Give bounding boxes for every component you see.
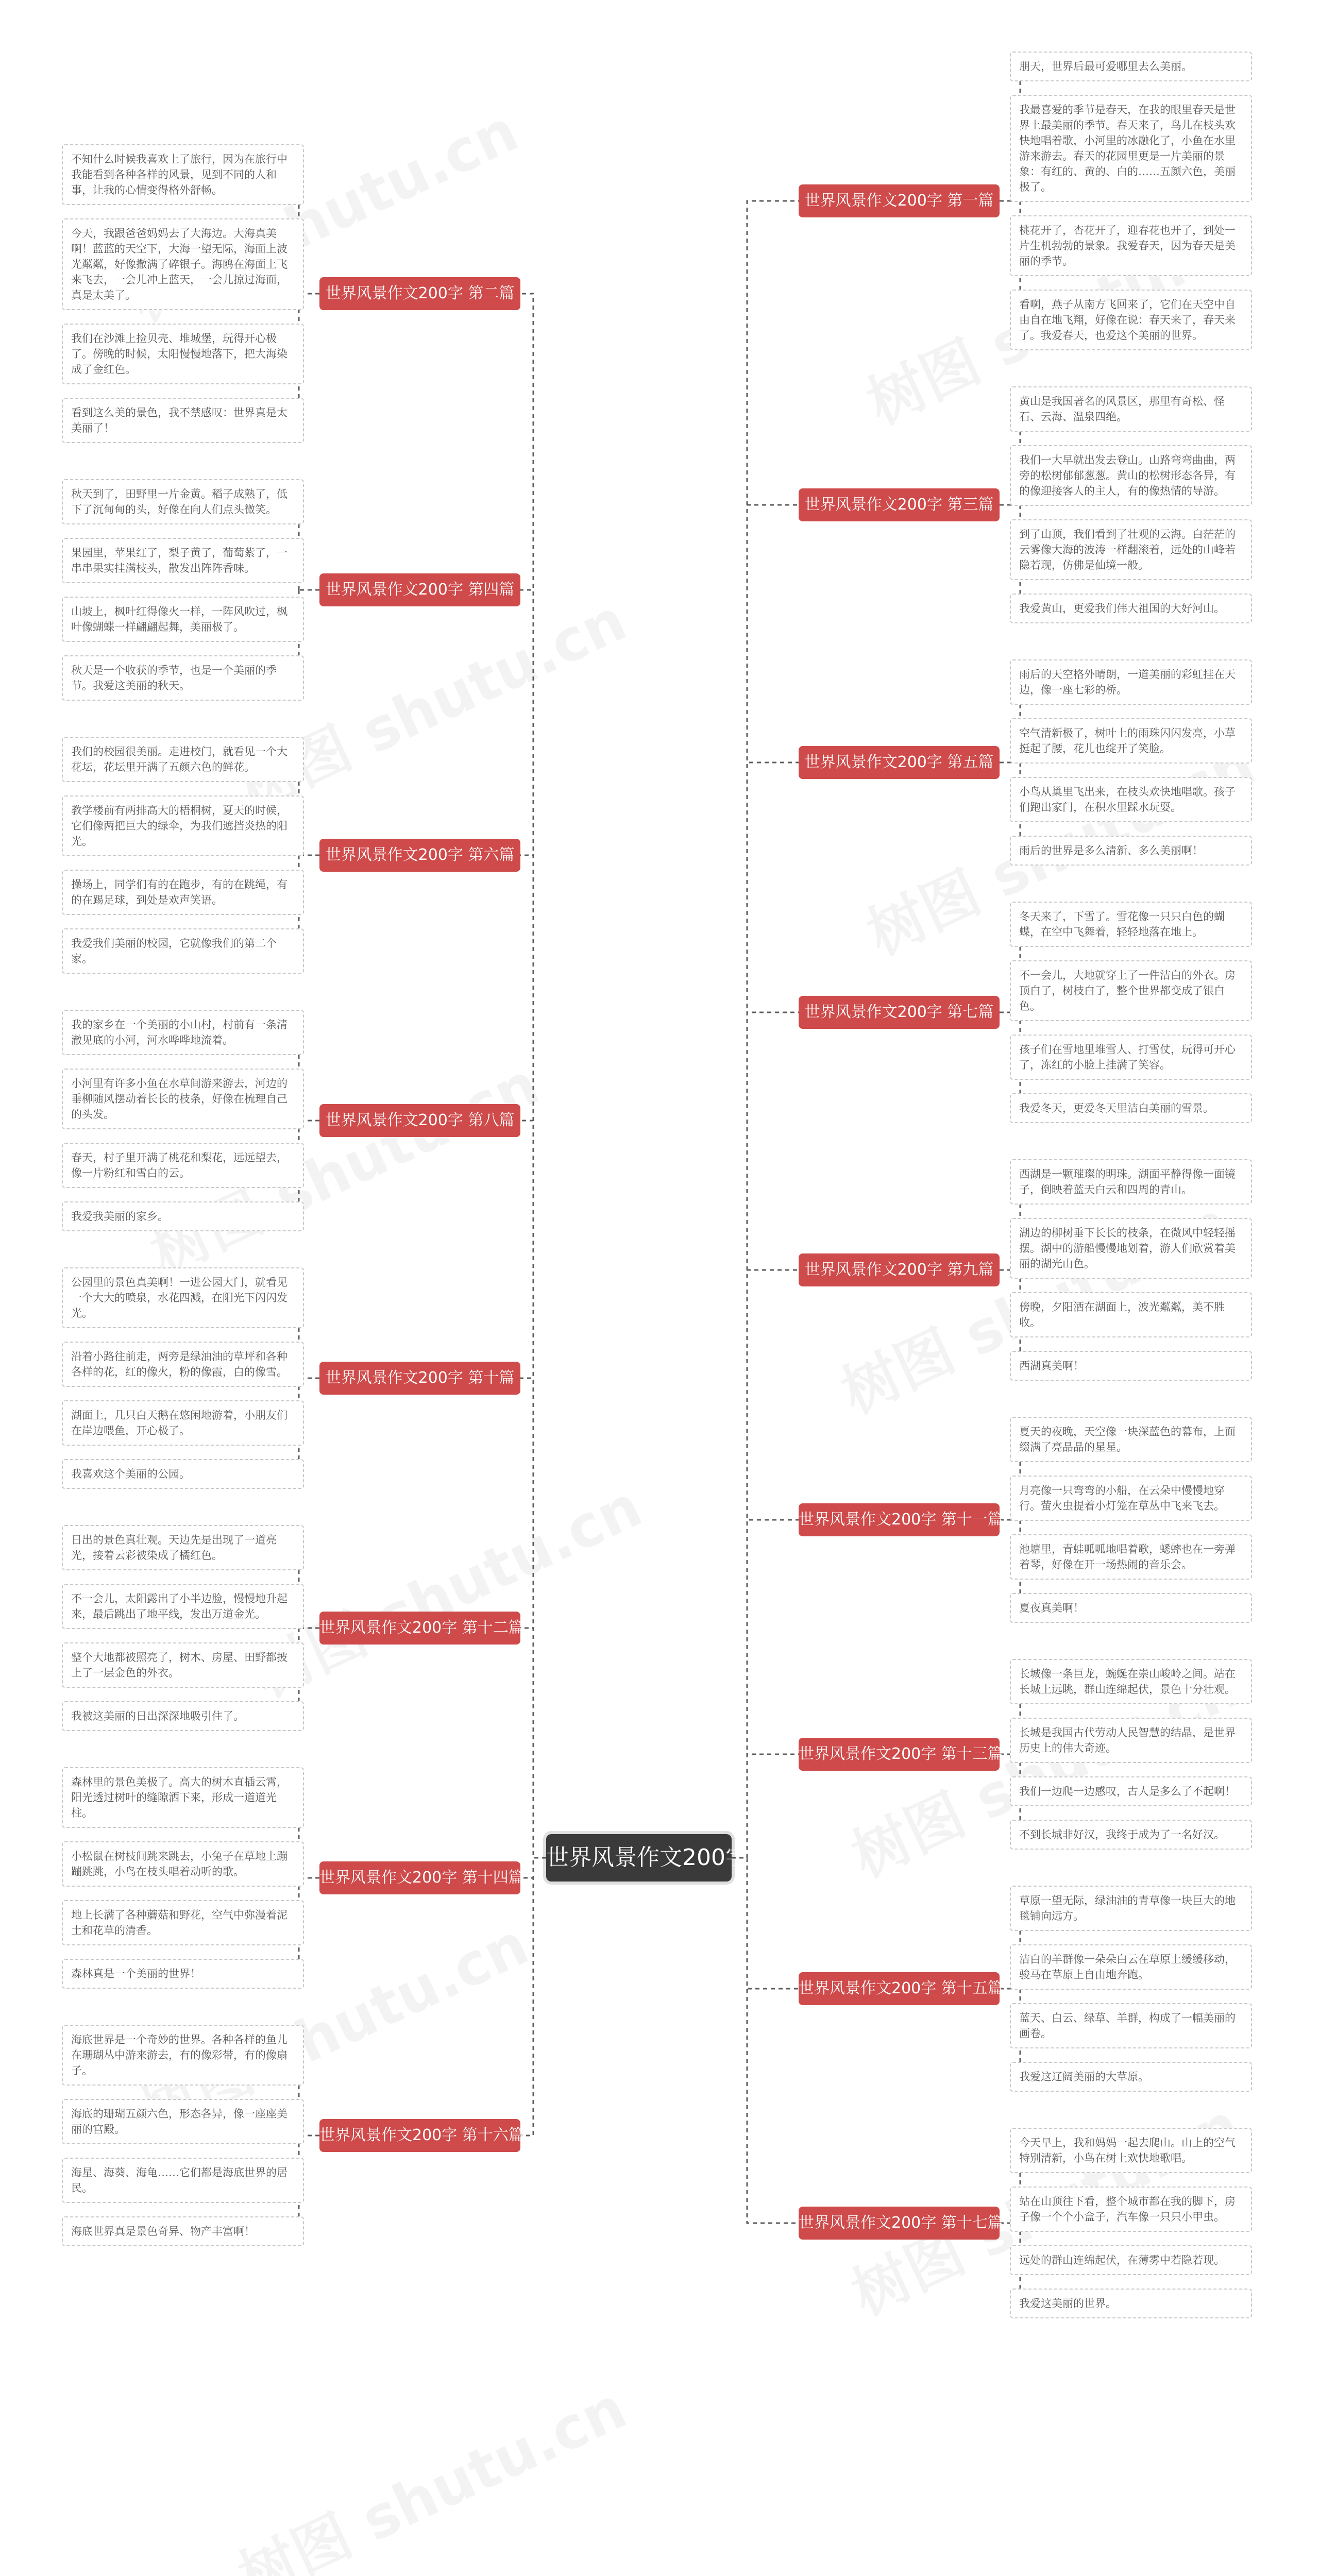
leaf-note[interactable]: 小河里有许多小鱼在水草间游来游去，河边的垂柳随风摆动着长长的枝条，好像在梳理自己的头发。 <box>62 1069 304 1129</box>
root-topic[interactable]: 世界风景作文200字17篇 <box>546 1834 732 1882</box>
leaf-note[interactable]: 不知什么时候我喜欢上了旅行，因为在旅行中我能看到各种各样的风景，见到不同的人和事，让我的心情变得格外舒畅。 <box>62 144 304 205</box>
leaf-note[interactable]: 地上长满了各种蘑菇和野花，空气中弥漫着泥土和花草的清香。 <box>62 1900 304 1945</box>
leaf-note[interactable]: 不一会儿，大地就穿上了一件洁白的外衣。房顶白了，树枝白了，整个世界都变成了银白色。 <box>1010 960 1252 1021</box>
leaf-note[interactable]: 我爱冬天，更爱冬天里洁白美丽的雪景。 <box>1010 1093 1252 1123</box>
leaf-note[interactable]: 操场上，同学们有的在跑步，有的在跳绳，有的在踢足球，到处是欢声笑语。 <box>62 870 304 915</box>
leaf-note[interactable]: 沿着小路往前走，两旁是绿油油的草坪和各种各样的花，红的像火，粉的像霞，白的像雪。 <box>62 1342 304 1387</box>
connector-line <box>520 1121 546 1858</box>
leaf-note[interactable]: 西湖真美啊！ <box>1010 1351 1252 1381</box>
leaf-note[interactable]: 我们在沙滩上捡贝壳、堆城堡，玩得开心极了。傍晚的时候，太阳慢慢地落下，把大海染成了金红色。 <box>62 324 304 384</box>
branch-topic[interactable]: 世界风景作文200字 第十一篇 <box>799 1503 1000 1536</box>
connector-line <box>520 855 546 1858</box>
leaf-note[interactable]: 我们的校园很美丽。走进校门，就看见一个大花坛，花坛里开满了五颜六色的鲜花。 <box>62 737 304 782</box>
leaf-note[interactable]: 秋天是一个收获的季节，也是一个美丽的季节。我爱这美丽的秋天。 <box>62 655 304 701</box>
leaf-note[interactable]: 日出的景色真壮观。天边先是出现了一道亮光，接着云彩被染成了橘红色。 <box>62 1525 304 1570</box>
leaf-note[interactable]: 桃花开了，杏花开了，迎春花也开了，到处一片生机勃勃的景象。我爱春天，因为春天是美丽的季节。 <box>1010 215 1252 276</box>
connector-line <box>732 1012 799 1858</box>
leaf-note[interactable]: 洁白的羊群像一朵朵白云在草原上缓缓移动，骏马在草原上自由地奔跑。 <box>1010 1944 1252 1990</box>
connector-line <box>520 1858 546 1878</box>
branch-topic[interactable]: 世界风景作文200字 第十四篇 <box>319 1861 520 1894</box>
branch-topic[interactable]: 世界风景作文200字 第十六篇 <box>319 2119 520 2152</box>
branch-topic[interactable]: 世界风景作文200字 第六篇 <box>319 839 520 872</box>
leaf-note[interactable]: 海底世界是一个奇妙的世界。各种各样的鱼儿在珊瑚丛中游来游去，有的像彩带，有的像扇子。 <box>62 2025 304 2086</box>
leaf-note[interactable]: 雨后的世界是多么清新、多么美丽啊！ <box>1010 836 1252 866</box>
leaf-note[interactable]: 月亮像一只弯弯的小船，在云朵中慢慢地穿行。萤火虫提着小灯笼在草丛中飞来飞去。 <box>1010 1476 1252 1521</box>
leaf-note[interactable]: 我们一大早就出发去登山。山路弯弯曲曲，两旁的松树郁郁葱葱。黄山的松树形态各异，有的像迎接客人的主人，有的像热情的导游。 <box>1010 445 1252 506</box>
branch-topic[interactable]: 世界风景作文200字 第二篇 <box>319 277 520 310</box>
leaf-note[interactable]: 我爱我美丽的家乡。 <box>62 1201 304 1231</box>
leaf-note[interactable]: 海星、海葵、海龟……它们都是海底世界的居民。 <box>62 2158 304 2203</box>
leaf-note[interactable]: 我爱这辽阔美丽的大草原。 <box>1010 2062 1252 2092</box>
leaf-note[interactable]: 果园里，苹果红了，梨子黄了，葡萄紫了，一串串果实挂满枝头，散发出阵阵香味。 <box>62 538 304 583</box>
leaf-note[interactable]: 我爱这美丽的世界。 <box>1010 2289 1252 2318</box>
connector-line <box>520 1378 546 1858</box>
connector-line <box>520 1858 546 2136</box>
leaf-note[interactable]: 我的家乡在一个美丽的小山村，村前有一条清澈见底的小河，河水哗哗地流着。 <box>62 1010 304 1055</box>
leaf-note[interactable]: 我爱我们美丽的校园，它就像我们的第二个家。 <box>62 928 304 974</box>
leaf-note[interactable]: 整个大地都被照亮了，树木、房屋、田野都披上了一层金色的外衣。 <box>62 1642 304 1688</box>
leaf-note[interactable]: 今天，我跟爸爸妈妈去了大海边。大海真美啊！蓝蓝的天空下，大海一望无际，海面上波光粼粼，好像撒满了碎银子。海鸥在海面上飞来飞去，一会儿冲上蓝天，一会儿掠过海面，真是太美了。 <box>62 218 304 310</box>
branch-topic[interactable]: 世界风景作文200字 第十二篇 <box>319 1612 520 1645</box>
branch-topic[interactable]: 世界风景作文200字 第十五篇 <box>799 1972 1000 2005</box>
leaf-note[interactable]: 雨后的天空格外晴朗，一道美丽的彩虹挂在天边，像一座七彩的桥。 <box>1010 659 1252 705</box>
leaf-note[interactable]: 秋天到了，田野里一片金黄。稻子成熟了，低下了沉甸甸的头，好像在向人们点头微笑。 <box>62 479 304 524</box>
branch-topic[interactable]: 世界风景作文200字 第七篇 <box>799 996 1000 1029</box>
leaf-note[interactable]: 我被这美丽的日出深深地吸引住了。 <box>62 1701 304 1731</box>
leaf-note[interactable]: 黄山是我国著名的风景区，那里有奇松、怪石、云海、温泉四绝。 <box>1010 386 1252 432</box>
leaf-note[interactable]: 我喜欢这个美丽的公园。 <box>62 1459 304 1489</box>
leaf-note[interactable]: 春天，村子里开满了桃花和梨花，远远望去，像一片粉红和雪白的云。 <box>62 1143 304 1188</box>
leaf-note[interactable]: 夏夜真美啊！ <box>1010 1593 1252 1623</box>
leaf-note[interactable]: 海底世界真是景色奇异、物产丰富啊！ <box>62 2216 304 2246</box>
leaf-note[interactable]: 小松鼠在树枝间跳来跳去，小兔子在草地上蹦蹦跳跳，小鸟在枝头唱着动听的歌。 <box>62 1841 304 1887</box>
leaf-note[interactable]: 长城是我国古代劳动人民智慧的结晶，是世界历史上的伟大奇迹。 <box>1010 1718 1252 1763</box>
leaf-note[interactable]: 小鸟从巢里飞出来，在枝头欢快地唱歌。孩子们跑出家门，在积水里踩水玩耍。 <box>1010 777 1252 822</box>
leaf-note[interactable]: 我们一边爬一边感叹，古人是多么了不起啊！ <box>1010 1776 1252 1806</box>
leaf-note[interactable]: 湖边的柳树垂下长长的枝条，在微风中轻轻摇摆。湖中的游船慢慢地划着，游人们欣赏着美丽的湖光山色。 <box>1010 1218 1252 1279</box>
leaf-note[interactable]: 今天早上，我和妈妈一起去爬山。山上的空气特别清新，小鸟在树上欢快地歌唱。 <box>1010 2128 1252 2173</box>
leaf-note[interactable]: 蓝天、白云、绿草、羊群，构成了一幅美丽的画卷。 <box>1010 2003 1252 2048</box>
leaf-note[interactable]: 看到这么美的景色，我不禁感叹：世界真是太美丽了！ <box>62 398 304 443</box>
leaf-note[interactable]: 草原一望无际，绿油油的青草像一块巨大的地毯铺向远方。 <box>1010 1886 1252 1931</box>
branch-topic[interactable]: 世界风景作文200字 第五篇 <box>799 746 1000 779</box>
branch-topic[interactable]: 世界风景作文200字 第四篇 <box>319 573 520 606</box>
branch-topic[interactable]: 世界风景作文200字 第十七篇 <box>799 2207 1000 2240</box>
leaf-note[interactable]: 长城像一条巨龙，蜿蜒在崇山峻岭之间。站在长城上远眺，群山连绵起伏，景色十分壮观。 <box>1010 1659 1252 1704</box>
leaf-note[interactable]: 池塘里，青蛙呱呱地唱着歌，蟋蟀也在一旁弹着琴，好像在开一场热闹的音乐会。 <box>1010 1534 1252 1580</box>
leaf-note[interactable]: 不到长城非好汉，我终于成为了一名好汉。 <box>1010 1820 1252 1850</box>
leaf-note[interactable]: 站在山顶往下看，整个城市都在我的脚下，房子像一个个小盒子，汽车像一只只小甲虫。 <box>1010 2187 1252 2232</box>
watermark <box>224 2363 637 2576</box>
connector-line <box>732 1520 799 1858</box>
leaf-note[interactable]: 山坡上，枫叶红得像火一样，一阵风吹过，枫叶像蝴蝶一样翩翩起舞，美丽极了。 <box>62 597 304 642</box>
leaf-note[interactable]: 森林里的景色美极了。高大的树木直插云霄，阳光透过树叶的缝隙洒下来，形成一道道光柱。 <box>62 1767 304 1828</box>
connector-line <box>732 762 799 1858</box>
branch-topic[interactable]: 世界风景作文200字 第一篇 <box>799 184 1000 217</box>
leaf-note[interactable]: 海底的珊瑚五颜六色，形态各异，像一座座美丽的宫殿。 <box>62 2099 304 2144</box>
leaf-note[interactable]: 傍晚，夕阳洒在湖面上，波光粼粼，美不胜收。 <box>1010 1292 1252 1337</box>
leaf-note[interactable]: 西湖是一颗璀璨的明珠。湖面平静得像一面镜子，倒映着蓝天白云和四周的青山。 <box>1010 1159 1252 1205</box>
branch-topic[interactable]: 世界风景作文200字 第十篇 <box>319 1362 520 1395</box>
leaf-note[interactable]: 教学楼前有两排高大的梧桐树，夏天的时候，它们像两把巨大的绿伞，为我们遮挡炎热的阳光。 <box>62 795 304 856</box>
leaf-note[interactable]: 我最喜爱的季节是春天，在我的眼里春天是世界上最美丽的季节。春天来了，鸟儿在枝头欢快地唱着歌，小河里的冰融化了，小鱼在水里游来游去。春天的花园里更是一片美丽的景象：有红的、黄的、白的……五颜六色，美丽极了。 <box>1010 95 1252 202</box>
leaf-note[interactable]: 朋天，世界后最可爱哪里去么美丽。 <box>1010 52 1252 81</box>
connector-line <box>520 590 546 1858</box>
leaf-note[interactable]: 不一会儿，太阳露出了小半边脸，慢慢地升起来，最后跳出了地平线，发出万道金光。 <box>62 1584 304 1629</box>
branch-topic[interactable]: 世界风景作文200字 第十三篇 <box>799 1738 1000 1771</box>
watermark <box>852 2553 1266 2576</box>
leaf-note[interactable]: 森林真是一个美丽的世界！ <box>62 1959 304 1989</box>
connector-line <box>520 294 546 1858</box>
connector-line <box>732 1754 799 1858</box>
leaf-note[interactable]: 到了山顶，我们看到了壮观的云海。白茫茫的云雾像大海的波涛一样翻滚着，远处的山峰若隐若现，仿佛是仙境一般。 <box>1010 519 1252 580</box>
connector-line <box>520 1628 546 1858</box>
connector-line <box>732 201 799 1858</box>
branch-topic[interactable]: 世界风景作文200字 第八篇 <box>319 1104 520 1137</box>
connector-line <box>732 505 799 1858</box>
connector-line <box>732 1858 799 1989</box>
leaf-note[interactable]: 公园里的景色真美啊！一进公园大门，就看见一个大大的喷泉，水花四溅，在阳光下闪闪发光。 <box>62 1267 304 1328</box>
leaf-note[interactable]: 孩子们在雪地里堆雪人、打雪仗，玩得可开心了，冻红的小脸上挂满了笑容。 <box>1010 1035 1252 1080</box>
leaf-note[interactable]: 看啊，燕子从南方飞回来了，它们在天空中自由自在地飞翔，好像在说：春天来了，春天来了。我爱春天，也爱这个美丽的世界。 <box>1010 290 1252 350</box>
leaf-note[interactable]: 夏天的夜晚，天空像一块深蓝色的幕布，上面缀满了亮晶晶的星星。 <box>1010 1417 1252 1462</box>
connector-line <box>732 1858 799 2223</box>
branch-topic[interactable]: 世界风景作文200字 第三篇 <box>799 488 1000 521</box>
connector-line <box>732 1270 799 1858</box>
leaf-note[interactable]: 远处的群山连绵起伏，在薄雾中若隐若现。 <box>1010 2245 1252 2275</box>
leaf-note[interactable]: 我爱黄山，更爱我们伟大祖国的大好河山。 <box>1010 594 1252 623</box>
leaf-note[interactable]: 湖面上，几只白天鹅在悠闲地游着，小朋友们在岸边喂鱼，开心极了。 <box>62 1400 304 1446</box>
leaf-note[interactable]: 冬天来了，下雪了。雪花像一只只白色的蝴蝶，在空中飞舞着，轻轻地落在地上。 <box>1010 902 1252 947</box>
leaf-note[interactable]: 空气清新极了，树叶上的雨珠闪闪发亮，小草挺起了腰，花儿也绽开了笑脸。 <box>1010 718 1252 764</box>
branch-topic[interactable]: 世界风景作文200字 第九篇 <box>799 1253 1000 1286</box>
